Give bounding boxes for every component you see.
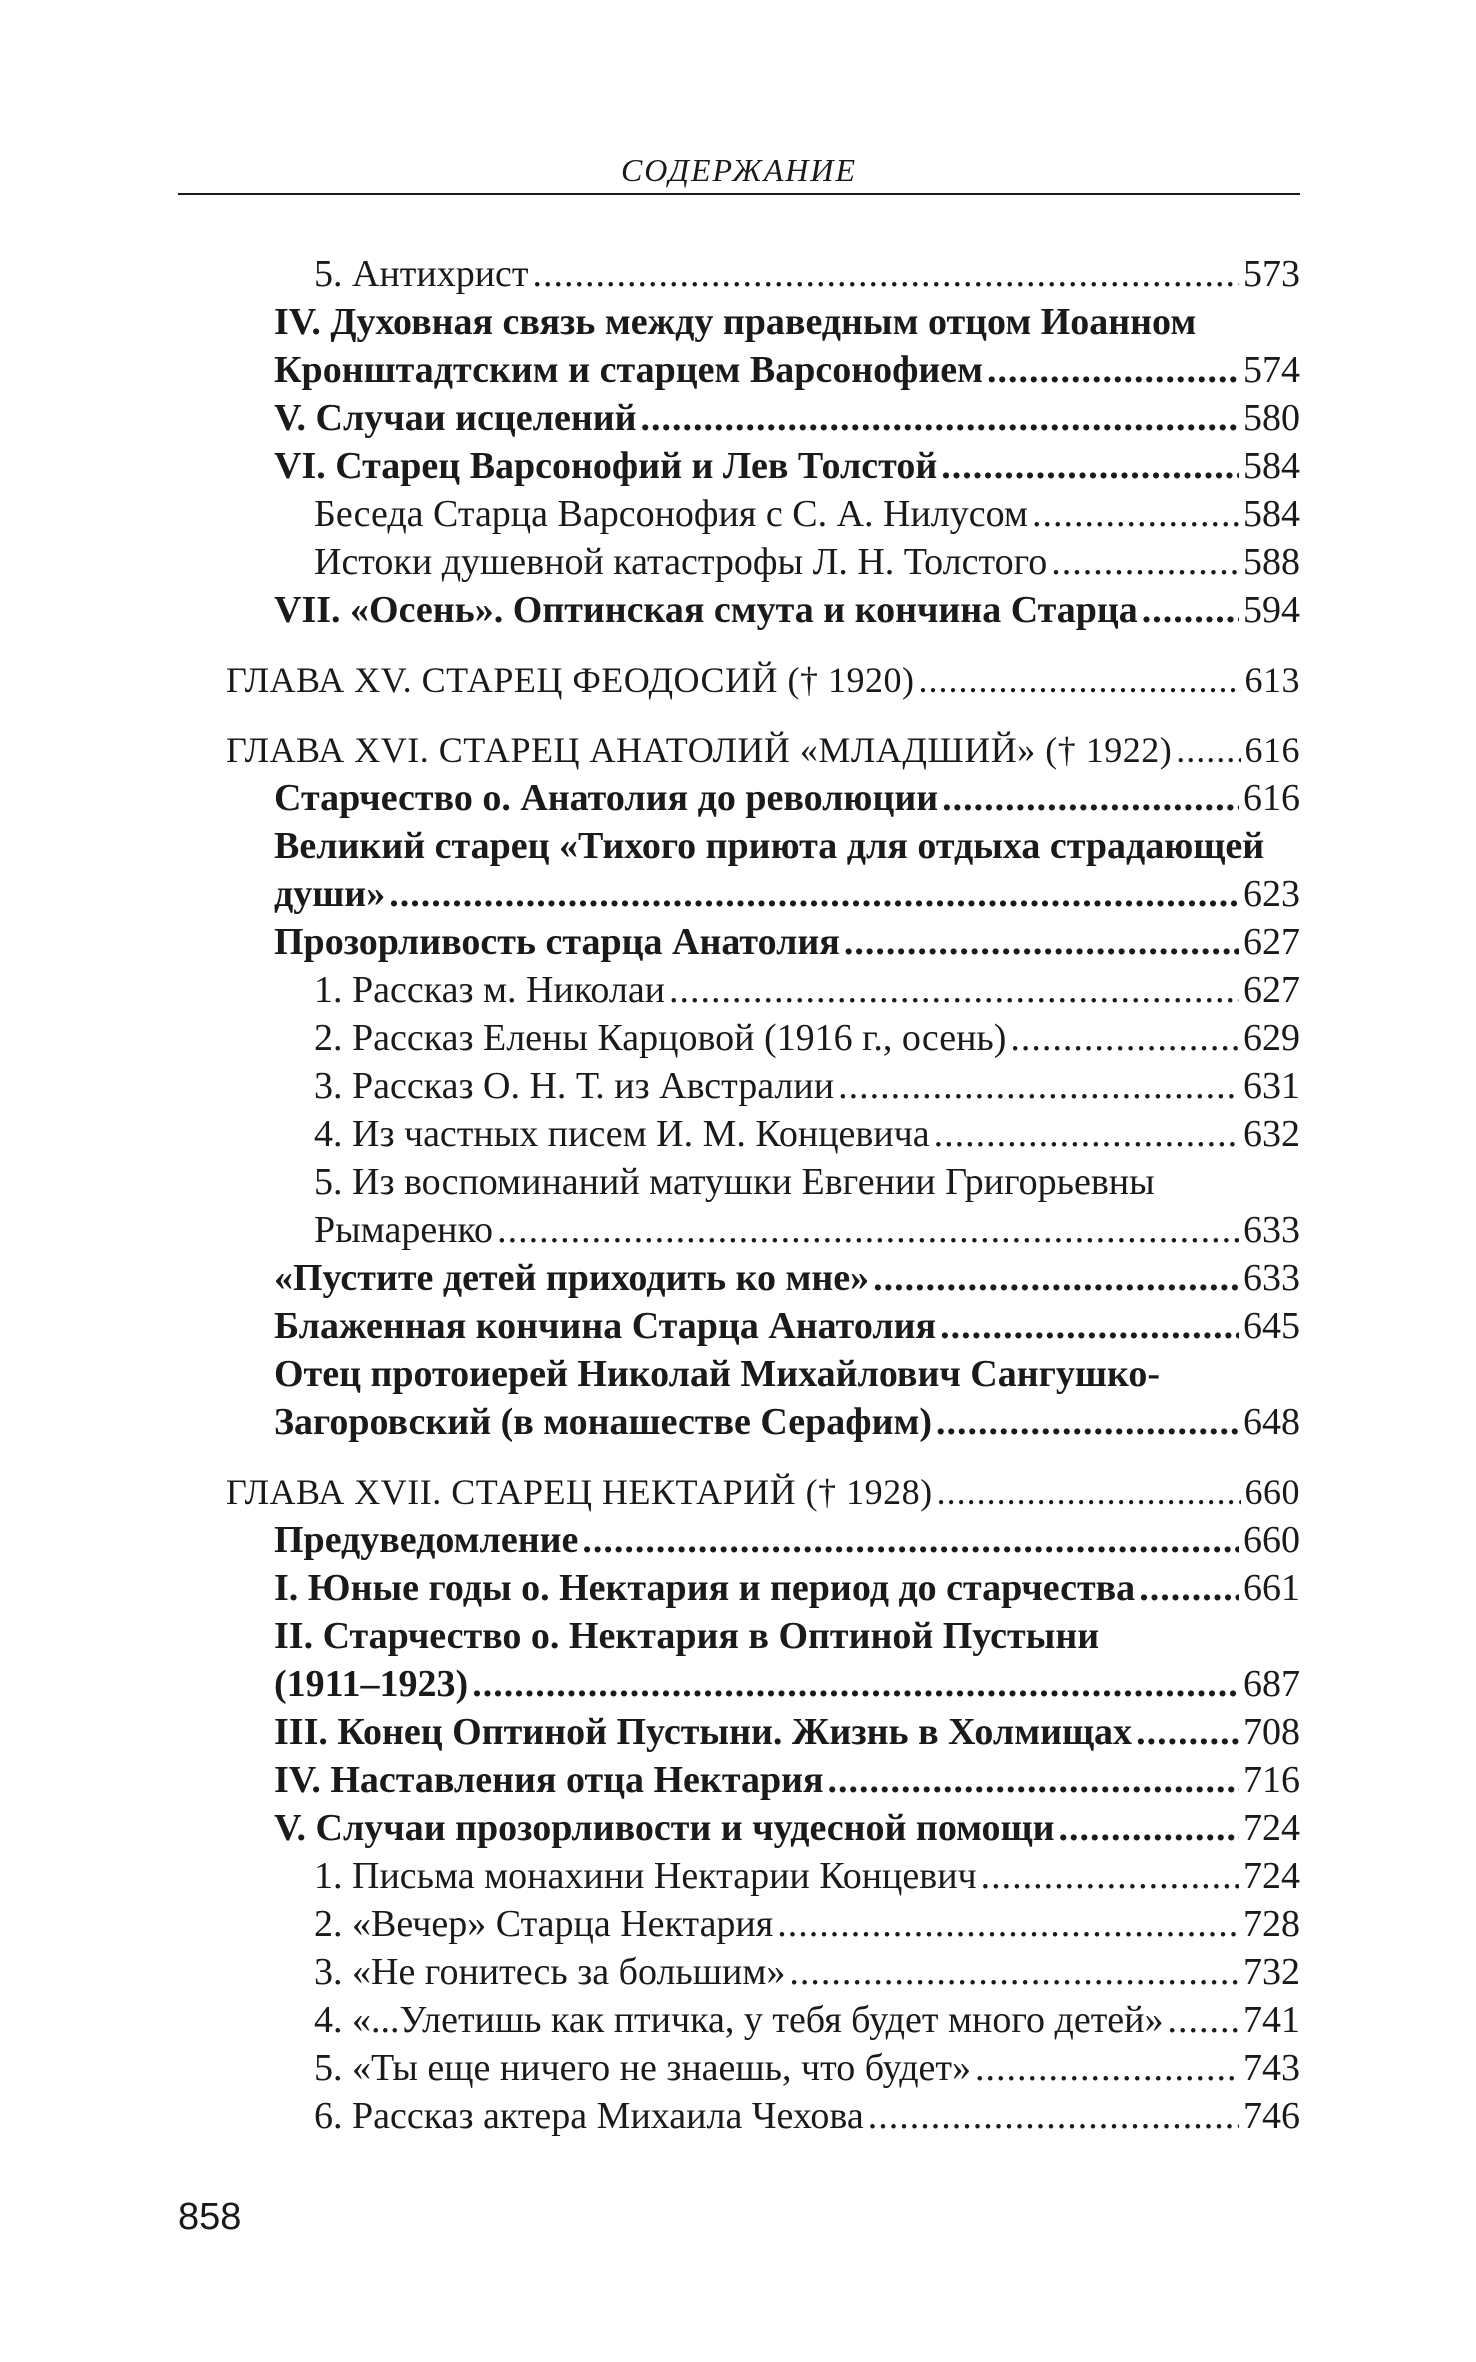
leader-dots [582, 1516, 1239, 1564]
toc-page-number: 743 [1243, 2047, 1300, 2089]
toc-entry [178, 1756, 1300, 1804]
toc-entry-title: Беседа Старца Варсонофия с С. А. Нилусом [314, 493, 1028, 535]
leader-dots [940, 1302, 1239, 1350]
running-header: СОДЕРЖАНИЕ [620, 152, 858, 188]
toc-line [178, 1158, 1300, 1206]
toc-entry-title: ГЛАВА XVI. СТАРЕЦ АНАТОЛИЙ «МЛАДШИЙ» († 1922) [226, 730, 1173, 770]
toc-entry-title: I. Юные годы о. Нектария и период до старчества [274, 1567, 1136, 1609]
toc-chapter-entry [178, 726, 1300, 774]
toc-page-number: 613 [1244, 660, 1300, 700]
toc-entry-title: IV. Духовная связь между праведным отцом Иоанном [274, 301, 1197, 343]
toc-line [178, 822, 1300, 870]
toc-entry-title: Истоки душевной катастрофы Л. Н. Толстого [314, 541, 1048, 583]
leader-dots [1032, 490, 1239, 538]
toc-line [178, 774, 1300, 822]
toc-entry-title: 2. Рассказ Елены Карцовой (1916 г., осень) [314, 1017, 1007, 1059]
toc-entry-title: 5. Антихрист [314, 253, 529, 295]
toc-line [178, 1014, 1300, 1062]
toc-entry-title: 3. «Не гонитесь за большим» [314, 1951, 786, 1993]
toc-line [178, 1708, 1300, 1756]
toc-line [178, 1900, 1300, 1948]
toc-line [178, 1564, 1300, 1612]
toc-line [178, 1254, 1300, 1302]
toc-page-number: 632 [1243, 1113, 1300, 1155]
toc-entry-title: Блаженная кончина Старца Анатолия [274, 1305, 937, 1347]
toc-entry-title: 1. Письма монахини Нектарии Концевич [314, 1855, 977, 1897]
toc-page-number: 627 [1243, 969, 1300, 1011]
leader-dots [828, 1756, 1239, 1804]
toc-entry-title: Кронштадтским и старцем Варсонофием [274, 349, 984, 391]
toc-entry-title: Загоровский (в монашестве Серафим) [274, 1401, 933, 1443]
toc-entry [178, 2044, 1300, 2092]
toc-line [178, 346, 1300, 394]
leader-dots [1010, 1014, 1239, 1062]
leader-dots [1051, 538, 1239, 586]
toc-line [178, 1468, 1300, 1516]
toc-line [178, 1302, 1300, 1350]
header-rule [178, 193, 1300, 195]
leader-dots [934, 1110, 1239, 1158]
leader-dots [942, 774, 1239, 822]
leader-dots [641, 394, 1239, 442]
toc-line [178, 1516, 1300, 1564]
leader-dots [981, 1852, 1239, 1900]
toc-chapter-entry [178, 1468, 1300, 1516]
leader-dots [389, 870, 1239, 918]
toc-entry-title: Рымаренко [314, 1209, 494, 1251]
toc-line [178, 394, 1300, 442]
leader-dots [844, 918, 1239, 966]
toc-entry [178, 1110, 1300, 1158]
leader-dots [838, 1062, 1239, 1110]
toc-page-number: 631 [1243, 1065, 1300, 1107]
leader-dots [1058, 1804, 1239, 1852]
toc-line [178, 918, 1300, 966]
toc-entry [178, 250, 1300, 298]
toc-page-number: 627 [1243, 921, 1300, 963]
toc-entry [178, 1852, 1300, 1900]
toc-entry-title: ГЛАВА XV. СТАРЕЦ ФЕОДОСИЙ († 1920) [226, 660, 915, 700]
toc-entry [178, 1708, 1300, 1756]
toc-entry-title: V. Случаи исцелений [274, 397, 637, 439]
toc-entry [178, 1948, 1300, 1996]
toc-page-number: 648 [1243, 1401, 1300, 1443]
toc-line [178, 1852, 1300, 1900]
toc-page-number: 708 [1243, 1711, 1300, 1753]
toc-entry-title: 5. Из воспоминаний матушки Евгении Григорьевны [314, 1161, 1155, 1203]
toc-page-number: 660 [1244, 1472, 1300, 1512]
toc-entry-title: 6. Рассказ актера Михаила Чехова [314, 2095, 864, 2137]
toc-entry-title: 4. «...Улетишь как птичка, у тебя будет много детей» [314, 1999, 1164, 2041]
toc-page-number: 660 [1243, 1519, 1300, 1561]
leader-dots [941, 442, 1239, 490]
toc-line [178, 1350, 1300, 1398]
toc-entry-title: Старчество о. Анатолия до революции [274, 777, 939, 819]
toc-line [178, 298, 1300, 346]
toc-page-number: 741 [1243, 1999, 1300, 2041]
toc-page-number: 645 [1243, 1305, 1300, 1347]
toc-line [178, 726, 1300, 774]
toc-entry [178, 1996, 1300, 2044]
leader-dots [1176, 726, 1240, 774]
toc-line [178, 586, 1300, 634]
toc-entry [178, 1564, 1300, 1612]
toc-line [178, 1804, 1300, 1852]
toc-entry-title: 3. Рассказ О. Н. Т. из Австралии [314, 1065, 835, 1107]
toc-line [178, 490, 1300, 538]
toc-entry-title: 5. «Ты еще ничего не знаешь, что будет» [314, 2047, 972, 2089]
leader-dots [789, 1948, 1239, 1996]
leader-dots [1168, 1996, 1239, 2044]
toc-entry-title: 4. Из частных писем И. М. Концевича [314, 1113, 930, 1155]
toc-line [178, 1612, 1300, 1660]
toc-entry [178, 822, 1300, 918]
toc-page-number: 633 [1243, 1209, 1300, 1251]
toc-page-number: 588 [1243, 541, 1300, 583]
toc-page-number: 687 [1243, 1663, 1300, 1705]
leader-dots [669, 966, 1239, 1014]
toc-entry [178, 1062, 1300, 1110]
toc-entry-title: Предуведомление [274, 1519, 579, 1561]
toc-page-number: 616 [1243, 777, 1300, 819]
table-of-contents [178, 250, 1300, 2140]
toc-entry-title: IV. Наставления отца Нектария [274, 1759, 824, 1801]
toc-entry-title: души» [274, 873, 386, 915]
toc-entry [178, 1350, 1300, 1446]
leader-dots [497, 1206, 1239, 1254]
leader-dots [918, 656, 1240, 704]
toc-line [178, 250, 1300, 298]
leader-dots [873, 1254, 1239, 1302]
toc-page-number: 728 [1243, 1903, 1300, 1945]
toc-entry [178, 442, 1300, 490]
toc-page-number: 716 [1243, 1759, 1300, 1801]
toc-line [178, 1110, 1300, 1158]
toc-page-number: 623 [1243, 873, 1300, 915]
toc-line [178, 2044, 1300, 2092]
toc-page-number: 580 [1243, 397, 1300, 439]
toc-page-number: 724 [1243, 1855, 1300, 1897]
toc-entry-title: VI. Старец Варсонофий и Лев Толстой [274, 445, 938, 487]
toc-entry [178, 1302, 1300, 1350]
leader-dots [975, 2044, 1239, 2092]
toc-line [178, 1062, 1300, 1110]
toc-line [178, 1996, 1300, 2044]
toc-page-number: 584 [1243, 445, 1300, 487]
toc-entry-title: Прозорливость старца Анатолия [274, 921, 840, 963]
toc-entry [178, 1900, 1300, 1948]
toc-entry [178, 1254, 1300, 1302]
toc-entry [178, 1158, 1300, 1254]
toc-page-number: 746 [1243, 2095, 1300, 2137]
toc-entry-title: III. Конец Оптиной Пустыни. Жизнь в Холмищах [274, 1711, 1133, 1753]
toc-page-number: 629 [1243, 1017, 1300, 1059]
toc-entry-title: 1. Рассказ м. Николаи [314, 969, 666, 1011]
toc-entry-title: Великий старец «Тихого приюта для отдыха страдающей [274, 825, 1265, 867]
leader-dots [987, 346, 1239, 394]
toc-entry [178, 966, 1300, 1014]
leader-dots [777, 1900, 1239, 1948]
leader-dots [868, 2092, 1239, 2140]
toc-entry [178, 394, 1300, 442]
toc-entry [178, 1516, 1300, 1564]
page-number: 858 [178, 2196, 242, 2238]
toc-entry-title: 2. «Вечер» Старца Нектария [314, 1903, 774, 1945]
toc-page-number: 573 [1243, 253, 1300, 295]
toc-page-number: 574 [1243, 349, 1300, 391]
leader-dots [472, 1660, 1239, 1708]
toc-page-number: 732 [1243, 1951, 1300, 1993]
toc-page-number: 594 [1243, 589, 1300, 631]
leader-dots [533, 250, 1239, 298]
toc-line [178, 656, 1300, 704]
toc-line [178, 1398, 1300, 1446]
toc-line [178, 966, 1300, 1014]
toc-entry [178, 1612, 1300, 1708]
toc-line [178, 1948, 1300, 1996]
toc-line [178, 2092, 1300, 2140]
toc-entry [178, 490, 1300, 538]
toc-entry [178, 1014, 1300, 1062]
toc-page-number: 633 [1243, 1257, 1300, 1299]
toc-entry [178, 298, 1300, 394]
toc-line [178, 1660, 1300, 1708]
leader-dots [1142, 586, 1239, 634]
toc-entry [178, 918, 1300, 966]
toc-page-number: 584 [1243, 493, 1300, 535]
toc-line [178, 442, 1300, 490]
leader-dots [1136, 1708, 1239, 1756]
toc-line [178, 1756, 1300, 1804]
toc-entry-title: VII. «Осень». Оптинская смута и кончина Старца [274, 589, 1138, 631]
toc-page-number: 616 [1244, 730, 1300, 770]
toc-line [178, 1206, 1300, 1254]
toc-page-number: 661 [1243, 1567, 1300, 1609]
leader-dots [937, 1468, 1241, 1516]
toc-entry-title: ГЛАВА XVII. СТАРЕЦ НЕКТАРИЙ († 1928) [226, 1472, 933, 1512]
leader-dots [936, 1398, 1239, 1446]
toc-entry [178, 2092, 1300, 2140]
toc-line [178, 538, 1300, 586]
toc-entry [178, 1804, 1300, 1852]
toc-line [178, 870, 1300, 918]
toc-chapter-entry [178, 656, 1300, 704]
toc-entry-title: V. Случаи прозорливости и чудесной помощи [274, 1807, 1055, 1849]
toc-entry [178, 586, 1300, 634]
toc-entry [178, 774, 1300, 822]
toc-page-number: 724 [1243, 1807, 1300, 1849]
toc-entry-title: (1911–1923) [274, 1663, 469, 1705]
toc-entry [178, 538, 1300, 586]
toc-entry-title: «Пустите детей приходить ко мне» [274, 1257, 870, 1299]
leader-dots [1139, 1564, 1239, 1612]
toc-entry-title: Отец протоиерей Николай Михайлович Сангушко- [274, 1353, 1160, 1395]
toc-entry-title: II. Старчество о. Нектария в Оптиной Пустыни [274, 1615, 1100, 1657]
